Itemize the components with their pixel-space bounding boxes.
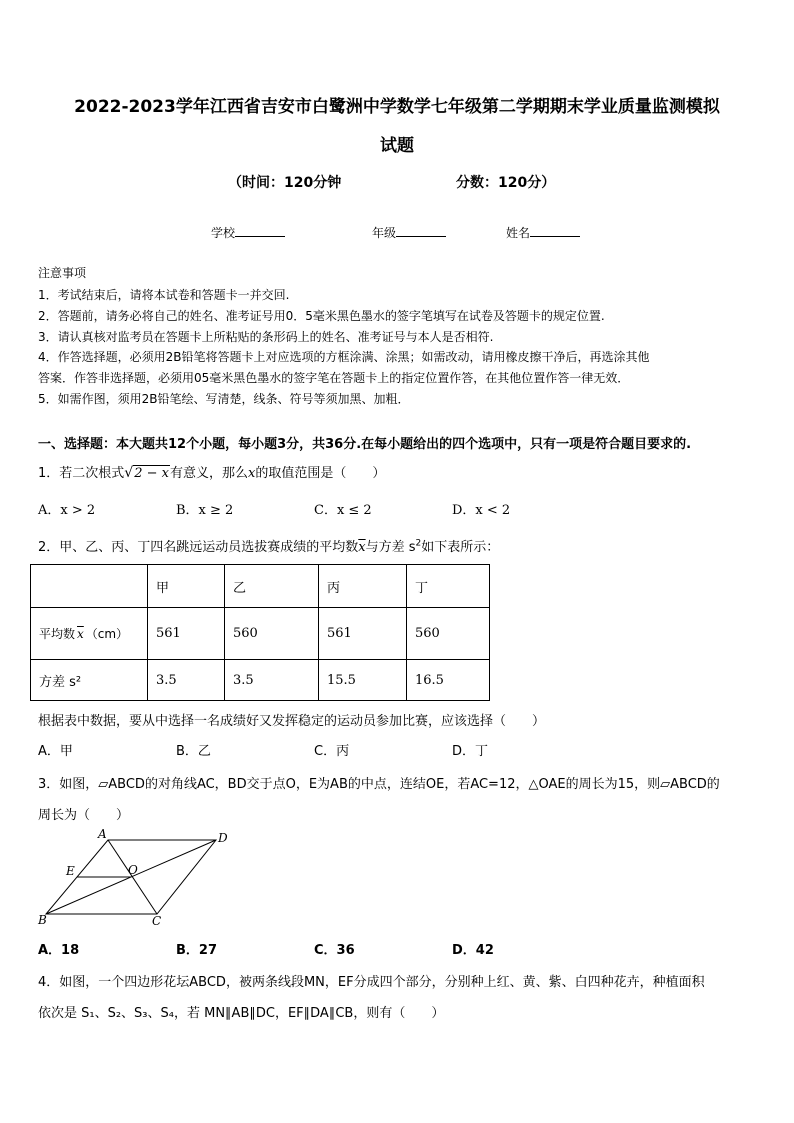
table-header-cell: 丙 (319, 565, 407, 608)
q1-option-d: D．x < 2 (452, 503, 511, 518)
table-cell: 561 (319, 608, 407, 660)
q3-option-c: C．36 (314, 943, 355, 958)
q2-stem-c: 如下表所示： (421, 540, 500, 555)
question-3: 3．如图，▱ABCD的对角线AC，BD交于点O，E为AB的中点，连结OE，若AC=12，△OAE的周长为15，则▱ABCD的 (38, 777, 720, 792)
table-cell: 560 (407, 608, 490, 660)
stats-table (30, 564, 490, 701)
question-1 (38, 462, 385, 481)
question-4-cont: 依次是 S₁、S₂、S₃、S₄，若 MN∥AB∥DC，EF∥DA∥CB，则有（ ） (38, 1006, 445, 1021)
table-cell: 3.5 (148, 660, 225, 701)
note-item: 3．请认真核对监考员在答题卡上所粘贴的条形码上的姓名、准考证号与本人是否相符. (38, 330, 494, 344)
label-a: A (98, 828, 107, 841)
school-blank (235, 224, 285, 237)
table-row (31, 660, 490, 701)
q1-option-a: A．x > 2 (38, 503, 96, 518)
avg-label: 平均数 (39, 627, 76, 641)
q2-option-c: C．丙 (314, 744, 350, 759)
note-item: 答案．作答非选择题，必须用05毫米黑色墨水的签字笔在答题卡上的指定位置作答，在其他位置作答一律无效． (38, 371, 630, 385)
avg-unit: （cm） (85, 627, 129, 641)
exam-time: （时间：120分钟 (228, 175, 342, 191)
exam-score: 分数：120分） (456, 175, 556, 191)
q3-option-b: B．27 (176, 943, 217, 958)
note-item: 5．如需作图，须用2B铅笔绘、写清楚，线条、符号等须加黑、加粗． (38, 392, 410, 406)
name-blank (530, 224, 580, 237)
q1-suffix-a: 有意义，那么 (169, 466, 248, 481)
note-item: 1．考试结束后，请将本试卷和答题卡一并交回. (38, 288, 290, 302)
question-2 (38, 536, 499, 555)
q2-xbar: $\overline{x}$ (358, 540, 366, 555)
q1-option-b: B．x ≥ 2 (176, 503, 234, 518)
question-4: 4．如图，一个四边形花坛ABCD，被两条线段MN，EF分成四个部分，分别种上红、黄、紫、白四种花卉，种植面积 (38, 975, 705, 990)
q1-radicand: 2 − x (134, 466, 169, 481)
note-item: 4．作答选择题，必须用2B铅笔将答题卡上对应选项的方框涂满、涂黑；如需改动，请用橡皮擦干净后，再选涂其他 (38, 350, 650, 364)
page-title-cont: 试题 (380, 136, 414, 156)
question-3-cont: 周长为（ ） (38, 808, 130, 823)
q3-option-a: A．18 (38, 943, 80, 958)
name-field (506, 224, 580, 241)
label-b: B (38, 913, 47, 927)
grade-label: 年级 (372, 226, 397, 240)
radical-sign: √ (124, 465, 134, 481)
q2-option-b: B．乙 (176, 744, 211, 759)
label-d: D (218, 831, 228, 845)
school-field (211, 224, 285, 241)
q2-stem-a: 2．甲、乙、丙、丁四名跳远运动员选拔赛成绩的平均数 (38, 540, 359, 555)
table-cell: 3.5 (225, 660, 319, 701)
avg-xbar: $\overline{x}$ (77, 627, 84, 641)
table-row-label (31, 608, 148, 660)
table-header-cell: 乙 (225, 565, 319, 608)
q1-option-c: C．x ≤ 2 (314, 503, 372, 518)
q2-sq: 2 (415, 538, 422, 549)
note-item: 2．答题前，请务必将自己的姓名、准考证号用0．5毫米黑色墨水的签字笔填写在试卷及答题卡的规定位置. (38, 309, 605, 323)
q3-option-d: D．42 (452, 943, 494, 958)
page-title: 2022-2023学年江西省吉安市白鹭洲中学数学七年级第二学期期末学业质量监测模拟 (74, 97, 720, 117)
table-header-cell (31, 565, 148, 608)
grade-field (372, 224, 446, 241)
q1-var: x (247, 466, 256, 481)
section-heading: 一、选择题：本大题共12个小题，每小题3分，共36分.在每小题给出的四个选项中，只有一项是符合题目要求的. (38, 437, 692, 452)
q2-option-d: D．丁 (452, 744, 489, 759)
label-c: C (152, 914, 162, 928)
table-cell: 560 (225, 608, 319, 660)
school-label: 学校 (211, 226, 236, 240)
grade-blank (396, 224, 446, 237)
q1-prefix: 1．若二次根式 (38, 466, 125, 481)
q1-suffix-b: 的取值范围是（ ） (255, 466, 386, 481)
table-header-cell: 丁 (407, 565, 490, 608)
table-cell: 16.5 (407, 660, 490, 701)
q2-followup: 根据表中数据，要从中选择一名成绩好又发挥稳定的运动员参加比赛，应该选择（ ） (38, 714, 546, 729)
name-label: 姓名 (506, 226, 531, 240)
table-cell: 15.5 (319, 660, 407, 701)
table-row (31, 565, 490, 608)
notes-heading: 注意事项 (38, 266, 87, 280)
table-row-label: 方差 s² (31, 660, 148, 701)
parallelogram-figure (36, 828, 236, 928)
table-header-cell: 甲 (148, 565, 225, 608)
label-e: E (66, 864, 75, 878)
q2-option-a: A．甲 (38, 744, 73, 759)
table-cell: 561 (148, 608, 225, 660)
q2-stem-b: 与方差 s (365, 540, 416, 555)
label-o: O (128, 863, 138, 877)
table-row (31, 608, 490, 660)
